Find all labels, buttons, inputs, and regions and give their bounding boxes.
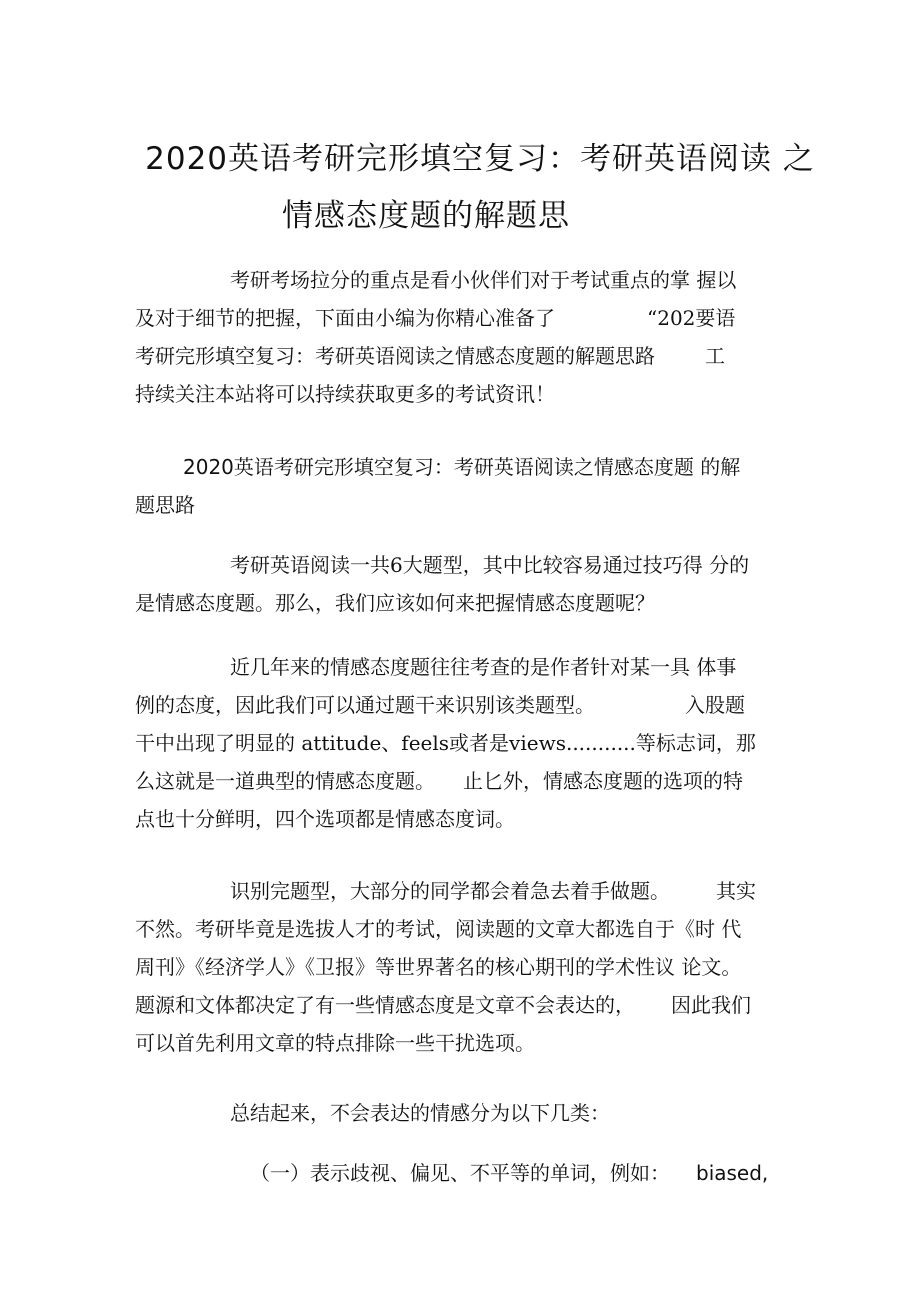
subtitle-line-1: 2020英语考研完形填空复习：考研英语阅读之情感态度题 的解 [183, 455, 741, 479]
paragraph-3-line-4-tail: 因此我们 [671, 993, 751, 1017]
paragraph-2-line-3: 干中出现了明显的 attitude、feels或者是views...........等标志词，那 [135, 731, 756, 755]
paragraph-2 [135, 648, 780, 838]
paragraph-5-line-1-text: （一）表示歧视、偏见、不平等的单词，例如： [250, 1161, 670, 1185]
paragraph-1-line-1: 考研英语阅读一共6大题型，其中比较容易通过技巧得 分的 [230, 553, 750, 577]
intro-line-1: 考研考场拉分的重点是看小伙伴们对于考试重点的掌 握以 [230, 268, 737, 292]
subtitle-paragraph [135, 448, 780, 524]
intro-paragraph [135, 261, 780, 413]
intro-line-3-text: 考研完形填空复习：考研英语阅读之情感态度题的解题思路 [135, 344, 655, 368]
paragraph-3-line-4 [135, 986, 780, 1024]
paragraph-2-line-5: 点也十分鲜明，四个选项都是情感态度词。 [135, 807, 515, 831]
intro-line-2 [135, 299, 780, 337]
paragraph-5 [135, 1154, 780, 1192]
intro-line-2-text: 及对于细节的把握，下面由小编为你精心准备了 [135, 306, 555, 330]
paragraph-2-line-2 [135, 686, 780, 724]
paragraph-3-line-1-tail: 其实 [716, 879, 756, 903]
subtitle-line-2: 题思路 [135, 493, 195, 517]
paragraph-4-line-1: 总结起来，不会表达的情感分为以下几类： [230, 1101, 610, 1125]
paragraph-1-line-2: 是情感态度题。那么，我们应该如何来把握情感态度题呢？ [135, 591, 655, 615]
paragraph-2-line-4 [135, 762, 780, 800]
paragraph-3-line-1 [135, 872, 780, 910]
paragraph-3-line-2: 不然。考研毕竟是选拔人才的考试，阅读题的文章大都选自于《时 代 [135, 917, 742, 941]
intro-line-3-tail: 工 [705, 344, 725, 368]
paragraph-4 [135, 1094, 780, 1132]
intro-line-3 [135, 337, 780, 375]
paragraph-5-line-1-example: biased, [696, 1161, 769, 1185]
paragraph-5-line-1 [135, 1154, 780, 1192]
paragraph-3 [135, 872, 780, 1062]
paragraph-3-line-1-text: 识别完题型，大部分的同学都会着急去着手做题。 [230, 879, 670, 903]
document-title-line-2: 情感态度题的解题思 [282, 198, 570, 234]
paragraph-2-line-2-tail: 入股题 [685, 693, 745, 717]
paragraph-2-line-2-text: 例的态度，因此我们可以通过题干来识别该类题型。 [135, 693, 595, 717]
intro-line-2-quote: “202要语 [647, 306, 736, 330]
paragraph-3-line-3: 周刊》《经济学人》《卫报》等世界著名的核心期刊的学术性议 论文。 [135, 955, 742, 979]
document-title-line-1: 2020英语考研完形填空复习：考研英语阅读 之 [145, 141, 815, 177]
paragraph-1 [135, 546, 780, 622]
paragraph-2-line-4-tail: 止匕外，情感态度题的选项的特 [463, 769, 743, 793]
intro-line-4: 持续关注本站将可以持续获取更多的考试资讯！ [135, 382, 555, 406]
paragraph-2-line-4-text: 么这就是一道典型的情感态度题。 [135, 769, 435, 793]
paragraph-3-line-4-text: 题源和文体都决定了有一些情感态度是文章不会表达的， [135, 993, 635, 1017]
paragraph-2-line-1: 近几年来的情感态度题往往考查的是作者针对某一具 体事 [230, 655, 737, 679]
paragraph-3-line-5: 可以首先利用文章的特点排除一些干扰选项。 [135, 1031, 535, 1055]
